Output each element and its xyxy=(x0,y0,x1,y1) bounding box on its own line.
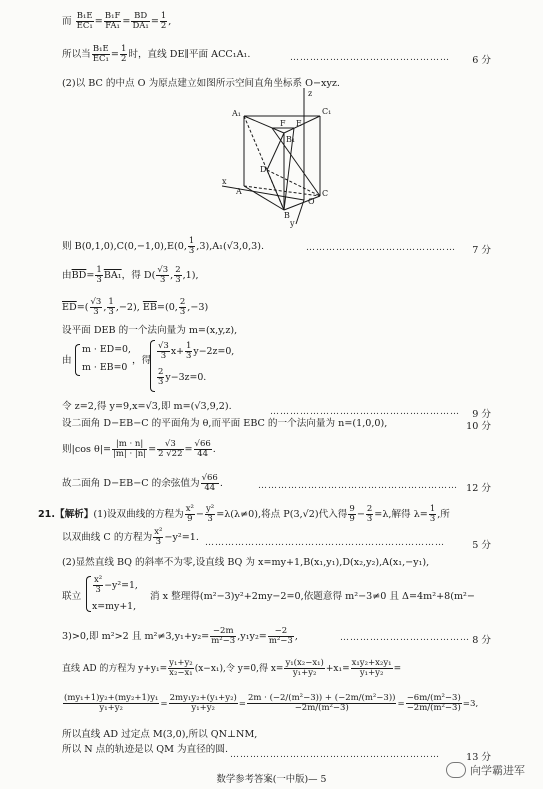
score-8: 8 分 xyxy=(472,635,491,646)
score-10: 10 分 xyxy=(466,421,491,432)
q21-line7: $\frac{\text{(my₁+1)y₂+(my₂+1)y₁}}{\text{y₁+y₂}}$ = $\frac{\text{2my₁y₂+(y₁+y₂)}}{\text{y₁+y₂}}$ = $\frac{\text{2m · (−2/(m²−3)) + (−2m/(m²−3))}}{\text{−2m/(m²−3)}}$ = $\frac{\text{−6m/(m²−3)}}{\text{−2m/(m²−3)}}$ =3, xyxy=(64,693,479,713)
q21-line4-prefix: 联立 xyxy=(62,591,82,602)
label-A: A xyxy=(236,187,242,196)
label-z: z xyxy=(308,89,313,98)
dot-leader: ……………………………………………………… xyxy=(230,750,440,760)
label-D: D xyxy=(260,165,267,174)
system2-eq1: $\frac{√3}{3}$ x+ $\frac{1}{3}$ y−2z=0, xyxy=(158,341,235,361)
score-6: 6 分 xyxy=(472,55,491,66)
brace xyxy=(86,576,91,612)
system3-eq1: $\frac{\text{x²}}{3}$ −y²=1, xyxy=(94,575,138,595)
brace xyxy=(150,340,155,392)
q21-line6: 直线 AD 的方程为 y+y₁= $\frac{\text{y₁+y₂}}{\text{x₂−x₁}}$ (x−x₁),令 y=0,得 x= $\frac{\text{y₁(x₂−x₁)}}{\text{y₁+y₂}}$ +x₁= $\frac{\text{x₁y₂+x₂y₁}}{\text{y₁+y₂}}$ = xyxy=(62,658,402,678)
page-footer: 数学参考答案(一中版)— 5 xyxy=(216,774,327,785)
system-eq2: m · EB=0 xyxy=(82,362,128,373)
label-B: B xyxy=(284,211,290,220)
watermark-text: 向学霸进军 xyxy=(470,764,525,777)
cos-line: 则|cos θ|= $\frac{|m \cdot n|}{|m| \cdot |n|}$ = $\frac{√3}{2 √22}$ = $\frac{√66}{44}$ . xyxy=(62,439,216,459)
label-C1: C₁ xyxy=(322,107,332,116)
score-13: 13 分 xyxy=(466,752,491,763)
label-y: y xyxy=(290,219,295,228)
system-eq1: m · ED=0, xyxy=(82,344,131,355)
wechat-icon xyxy=(446,762,466,778)
label-B1: B₁ xyxy=(286,135,296,144)
get-text: ，得 xyxy=(132,355,152,366)
solution-line: 令 z=2,得 y=9,x=√3,即 m=(√3,9,2). xyxy=(62,401,232,412)
label-E: E xyxy=(296,119,302,128)
label-A1: A₁ xyxy=(232,109,241,118)
dot-leader: ……………………………………… xyxy=(306,243,456,253)
dot-leader: ………………………………………………… xyxy=(270,407,460,417)
ed-eb-line: $\overline{ED}=$( $\frac{√3}{3}$ , $\frac{1}{3}$ ,−2), $\overline{EB}=(0$, $\frac{2}{3}$ ,−3) xyxy=(62,297,209,317)
score-12: 12 分 xyxy=(466,483,491,494)
normal-vector-line: 设平面 DEB 的一个法向量为 m=(x,y,z), xyxy=(62,325,238,336)
conclusion-line: 所以当 $\frac{\text{B₁E}}{\text{EC₁}}$ = $\frac{1}{2}$ 时，直线 DE∥平面 ACC₁A₁. xyxy=(62,44,251,64)
fraction: $\frac{\text{B₁F}}{\text{FA₁}}$ xyxy=(104,11,121,31)
watermark xyxy=(446,762,525,778)
score-9: 9 分 xyxy=(472,409,491,420)
dot-leader: ………………………………… xyxy=(340,633,470,643)
system2-eq2: $\frac{2}{3}$ y−3z=0. xyxy=(158,367,207,387)
q21-line8: 所以直线 AD 过定点 M(3,0),所以 QN⊥NM, xyxy=(62,729,258,740)
label-C: C xyxy=(322,189,329,198)
dot-leader: …………………………………………………… xyxy=(258,481,458,491)
fraction: $\frac{\text{B₁E}}{\text{EC₁}}$ xyxy=(76,11,93,31)
system-prefix: 由 xyxy=(62,355,72,366)
prism-figure xyxy=(222,88,342,228)
score-7: 7 分 xyxy=(472,245,491,256)
coords-line: 则 B(0,1,0),C(0,−1,0),E(0, $\frac{1}{3}$ ,3),A₁(√3,0,3). xyxy=(62,236,265,256)
ratio-line: 而 $\frac{\text{B₁E}}{\text{EC₁}}$ = $\frac{\text{B₁F}}{\text{FA₁}}$ = $\frac{BD}{\text{DA₁}}$ = $\frac{1}{2}$ , xyxy=(62,11,172,31)
label-x: x xyxy=(222,177,227,186)
text: 而 xyxy=(62,16,72,27)
q21-line1: 21.【解析】(1)设双曲线的方程为 $\frac{\text{x²}}{9}$ − $\frac{\text{y²}}{3}$ =λ(λ≠0),将点 P(3,√2)代入得 $\frac{9}{9}$ − $\frac{2}{3}$ =λ,解得 λ= $\frac{1}{3}$ ,所 xyxy=(38,504,450,524)
q21-line2: 以双曲线 C 的方程为 $\frac{\text{x²}}{3}$ −y²=1. xyxy=(62,527,199,547)
q21-line9: 所以 N 点的轨迹是以 QM 为直径的圆. xyxy=(62,744,229,755)
q21-line5: 3)>0,即 m²>2 且 m²≠3,y₁+y₂= $\frac{-2m}{\text{m²−3}}$ ,y₁y₂= $\frac{-2}{\text{m²−3}}$ , xyxy=(62,626,298,646)
coord-setup-line: (2)以 BC 的中点 O 为原点建立如图所示空间直角坐标系 O−xyz. xyxy=(62,78,340,89)
dot-leader: ……………………………………………………………… xyxy=(205,538,445,548)
answer-line: 故二面角 D−EB−C 的余弦值为 $\frac{√66}{44}$ . xyxy=(62,473,223,493)
dihedral-line: 设二面角 D−EB−C 的平面角为 θ,而平面 EBC 的一个法向量为 n=(1,0,0), xyxy=(62,418,388,429)
label-O: O xyxy=(308,197,315,206)
dot-leader: ………………………………………… xyxy=(290,53,450,63)
q21-line3: (2)显然直线 BQ 的斜率不为零,设直线 BQ 为 x=my+1,B(x₁,y₁),D(x₂,y₂),A(x₁,−y₁), xyxy=(62,557,430,568)
fraction: $\frac{BD}{\text{DA₁}}$ xyxy=(132,11,149,31)
system3-eq2: x=my+1, xyxy=(92,601,137,612)
q21-line4: 消 x 整理得(m²−3)y²+2my−2=0,依题意得 m²−3≠0 且 Δ=4m²+8(m²− xyxy=(150,591,475,602)
label-F: F xyxy=(280,119,286,128)
score-5: 5 分 xyxy=(472,540,491,551)
bd-vector-line: 由$\overline{BD}=$ $\frac{1}{3}$ BA₁，得 D( $\frac{√3}{3}$ , $\frac{2}{3}$ ,1), xyxy=(62,265,199,285)
brace xyxy=(75,344,80,376)
fraction: $\frac{1}{2}$ xyxy=(160,11,167,31)
